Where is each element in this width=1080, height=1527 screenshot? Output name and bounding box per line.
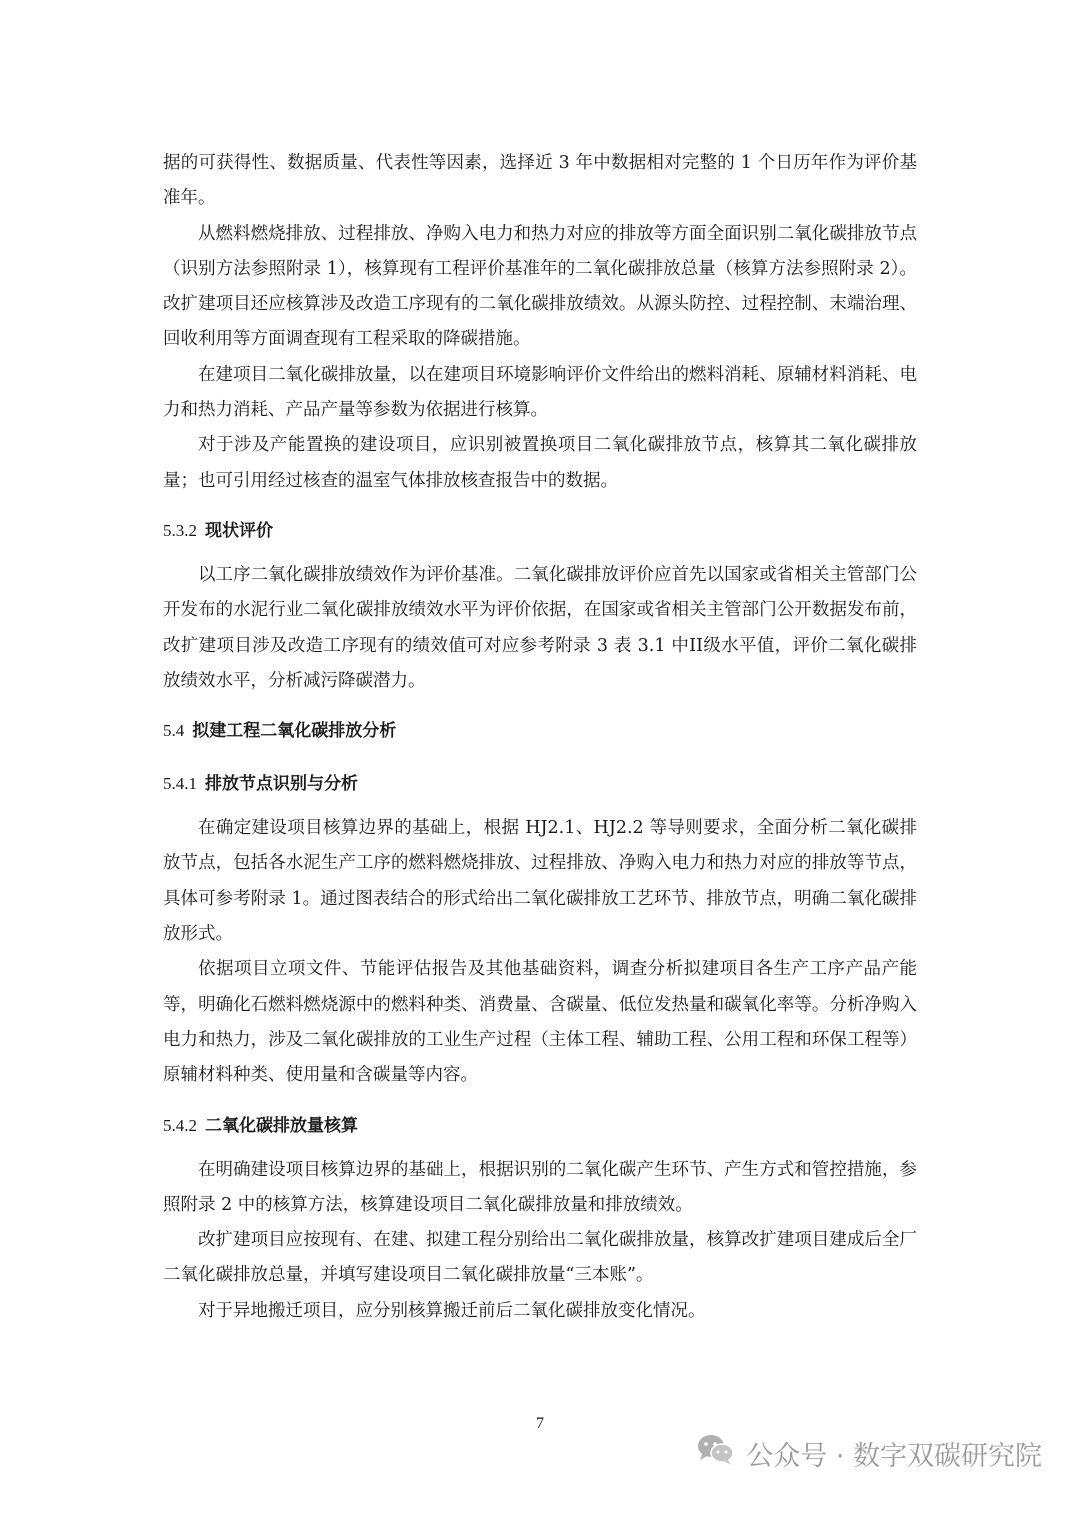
section-number: 5.4.1 xyxy=(163,774,197,794)
page-number: 7 xyxy=(536,1415,544,1432)
paragraph: 据的可获得性、数据质量、代表性等因素，选择近 3 年中数据相对完整的 1 个日历年作为评价基准年。 xyxy=(163,153,917,209)
section-number: 5.4.2 xyxy=(163,1115,197,1135)
watermark-text: 公众号 · 数字双碳研究院 xyxy=(746,1440,1042,1472)
section-heading-5-4-1 xyxy=(163,769,917,794)
section-number: 5.4 xyxy=(163,721,185,741)
paragraph: 对于涉及产能置换的建设项目，应识别被置换项目二氧化碳排放节点，核算其二氧化碳排放量；也可引用经过核查的温室气体排放核查报告中的数据。 xyxy=(163,435,917,491)
paragraph: 依据项目立项文件、节能评估报告及其他基础资料，调查分析拟建项目各生产工序产品产能等，明确化石燃料燃烧源中的燃料种类、消费量、含碳量、低位发热量和碳氧化率等。分析净购入电力和热力，涉及二氧化碳排放的工业生产过程（主体工程、辅助工程、公用工程和环保工程等）原辅材料种类、使用量和含碳量等内容。 xyxy=(163,959,917,1086)
page-content xyxy=(163,146,917,1329)
paragraph: 在确定建设项目核算边界的基础上，根据 HJ2.1、HJ2.2 等导则要求，全面分析二氧化碳排放节点，包括各水泥生产工序的燃料燃烧排放、过程排放、净购入电力和热力对应的排放等节点，具体可参考附录 1。通过图表结合的形式给出二氧化碳排放工艺环节、排放节点，明确二氧化碳排放形式。 xyxy=(163,818,917,945)
section-title: 拟建工程二氧化碳排放分析 xyxy=(192,721,397,742)
section-title: 二氧化碳排放量核算 xyxy=(205,1115,358,1136)
paragraph: 在明确建设项目核算边界的基础上，根据识别的二氧化碳产生环节、产生方式和管控措施，参照附录 2 中的核算方法，核算建设项目二氧化碳排放量和排放绩效。 xyxy=(163,1159,917,1215)
section-title: 现状评价 xyxy=(205,520,273,541)
paragraph: 对于异地搬迁项目，应分别核算搬迁前后二氧化碳排放变化情况。 xyxy=(198,1300,706,1321)
paragraph: 以工序二氧化碳排放绩效作为评价基准。二氧化碳排放评价应首先以国家或省相关主管部门公开发布的水泥行业二氧化碳排放绩效水平为评价依据，在国家或省相关主管部门公开数据发布前，改扩建项目涉及改造工序现有的绩效值可对应参考附录 3 表 3.1 中II级水平值，评价二氧化碳排放绩效水平，分析减污降碳潜力。 xyxy=(163,564,917,691)
paragraph: 在建项目二氧化碳排放量，以在建项目环境影响评价文件给出的燃料消耗、原辅材料消耗、电力和热力消耗、产品产量等参数为依据进行核算。 xyxy=(163,364,917,421)
watermark xyxy=(696,1433,1042,1473)
paragraph: 改扩建项目应按现有、在建、拟建工程分别给出二氧化碳排放量，核算改扩建项目建成后全厂二氧化碳排放总量，并填写建设项目二氧化碳排放量“三本账”。 xyxy=(163,1230,917,1286)
wechat-icon xyxy=(696,1433,736,1474)
section-heading-5-4-2 xyxy=(163,1111,917,1136)
section-heading-5-4 xyxy=(163,716,917,741)
section-heading-5-3-2 xyxy=(163,516,917,541)
paragraph: 从燃料燃烧排放、过程排放、净购入电力和热力对应的排放等方面全面识别二氧化碳排放节点（识别方法参照附录 1），核算现有工程评价基准年的二氧化碳排放总量（核算方法参照附录 2）。改扩建项目还应核算涉及改造工序现有的二氧化碳排放绩效。从源头防控、过程控制、末端治理、回收利用等方面调查现有工程采取的降碳措施。 xyxy=(163,223,917,350)
section-number: 5.3.2 xyxy=(163,520,197,540)
section-title: 排放节点识别与分析 xyxy=(205,774,358,795)
